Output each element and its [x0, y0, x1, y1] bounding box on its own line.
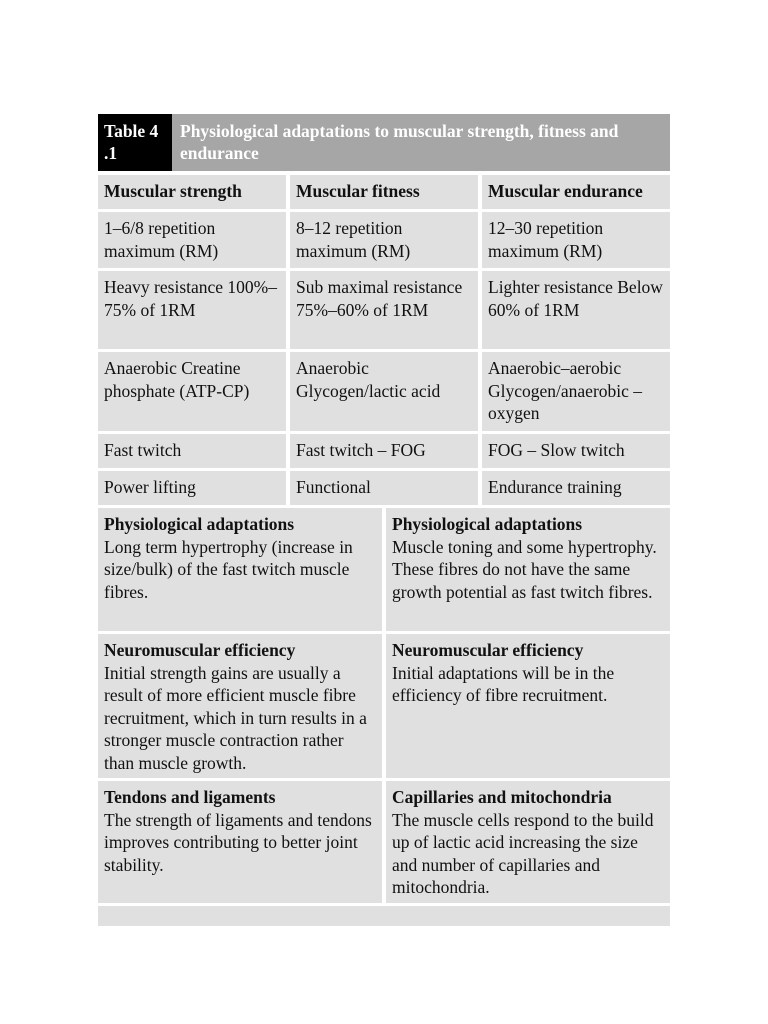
adaptation-text: The strength of ligaments and tendons improves contributing to better joint stability.: [104, 809, 372, 875]
adaptation-heading: Physiological adaptations: [104, 514, 295, 534]
adaptation-cell: [98, 508, 382, 631]
table-cell: 1–6/8 repetition maximum (RM): [98, 212, 286, 268]
table-row: [98, 434, 670, 468]
table-cell: Power lifting: [98, 471, 286, 505]
table-cell: Sub maximal resistance 75%–60% of 1RM: [290, 271, 478, 349]
header-muscular-strength: Muscular strength: [98, 175, 286, 209]
header-muscular-endurance: Muscular endurance: [482, 175, 670, 209]
adaptation-text: Initial strength gains are usually a result of more efficient muscle fibre recruitment, which in turn results in a stronger muscle contraction rather than muscle growth.: [104, 662, 367, 773]
table-cell: Anaerobic Glycogen/lactic acid: [290, 352, 478, 431]
table-cell: Lighter resistance Below 60% of 1RM: [482, 271, 670, 349]
table-footer-bar: [98, 906, 670, 926]
adaptation-cell: [98, 781, 382, 903]
adaptation-text: The muscle cells respond to the build up of lactic acid increasing the size and number of capillaries and mitochondria.: [392, 809, 654, 897]
adaptation-heading: Neuromuscular efficiency: [392, 640, 584, 660]
table-cell: 8–12 repetition maximum (RM): [290, 212, 478, 268]
adaptation-cell: [386, 634, 670, 778]
adaptation-heading: Capillaries and mitochondria: [392, 787, 612, 807]
header-muscular-fitness: Muscular fitness: [290, 175, 478, 209]
adaptation-heading: Tendons and ligaments: [104, 787, 276, 807]
table-cell: Functional: [290, 471, 478, 505]
table-cell: Anaerobic–aerobic Glycogen/anaerobic – oxygen: [482, 352, 670, 431]
table-cell: Endurance training: [482, 471, 670, 505]
table-cell: FOG – Slow twitch: [482, 434, 670, 468]
table-cell: Fast twitch – FOG: [290, 434, 478, 468]
table-cell: Anaerobic Creatine phosphate (ATP-CP): [98, 352, 286, 431]
adaptation-cell: [386, 508, 670, 631]
table-row: [98, 471, 670, 505]
adaptations-table: [98, 114, 670, 926]
adaptation-text: Initial adaptations will be in the efficiency of fibre recruitment.: [392, 662, 615, 705]
adaptation-row: [98, 508, 670, 631]
adaptation-row: [98, 634, 670, 778]
table-row: [98, 212, 670, 268]
adaptation-cell: [386, 781, 670, 903]
table-label: Table 4 .1: [98, 114, 172, 171]
adaptation-cell: [98, 634, 382, 778]
table-cell: 12–30 repetition maximum (RM): [482, 212, 670, 268]
header-row: [98, 175, 670, 209]
table-cell: Heavy resistance 100%–75% of 1RM: [98, 271, 286, 349]
adaptation-heading: Neuromuscular efficiency: [104, 640, 296, 660]
adaptation-text: Muscle toning and some hypertrophy. These fibres do not have the same growth potential as fast twitch fibres.: [392, 536, 657, 602]
table-title: Physiological adaptations to muscular strength, fitness and endurance: [172, 114, 670, 171]
table-row: [98, 271, 670, 349]
adaptation-text: Long term hypertrophy (increase in size/bulk) of the fast twitch muscle fibres.: [104, 536, 353, 602]
adaptation-heading: Physiological adaptations: [392, 514, 583, 534]
adaptation-row: [98, 781, 670, 903]
table-title-row: [98, 114, 670, 171]
table-cell: Fast twitch: [98, 434, 286, 468]
table-row: [98, 352, 670, 431]
